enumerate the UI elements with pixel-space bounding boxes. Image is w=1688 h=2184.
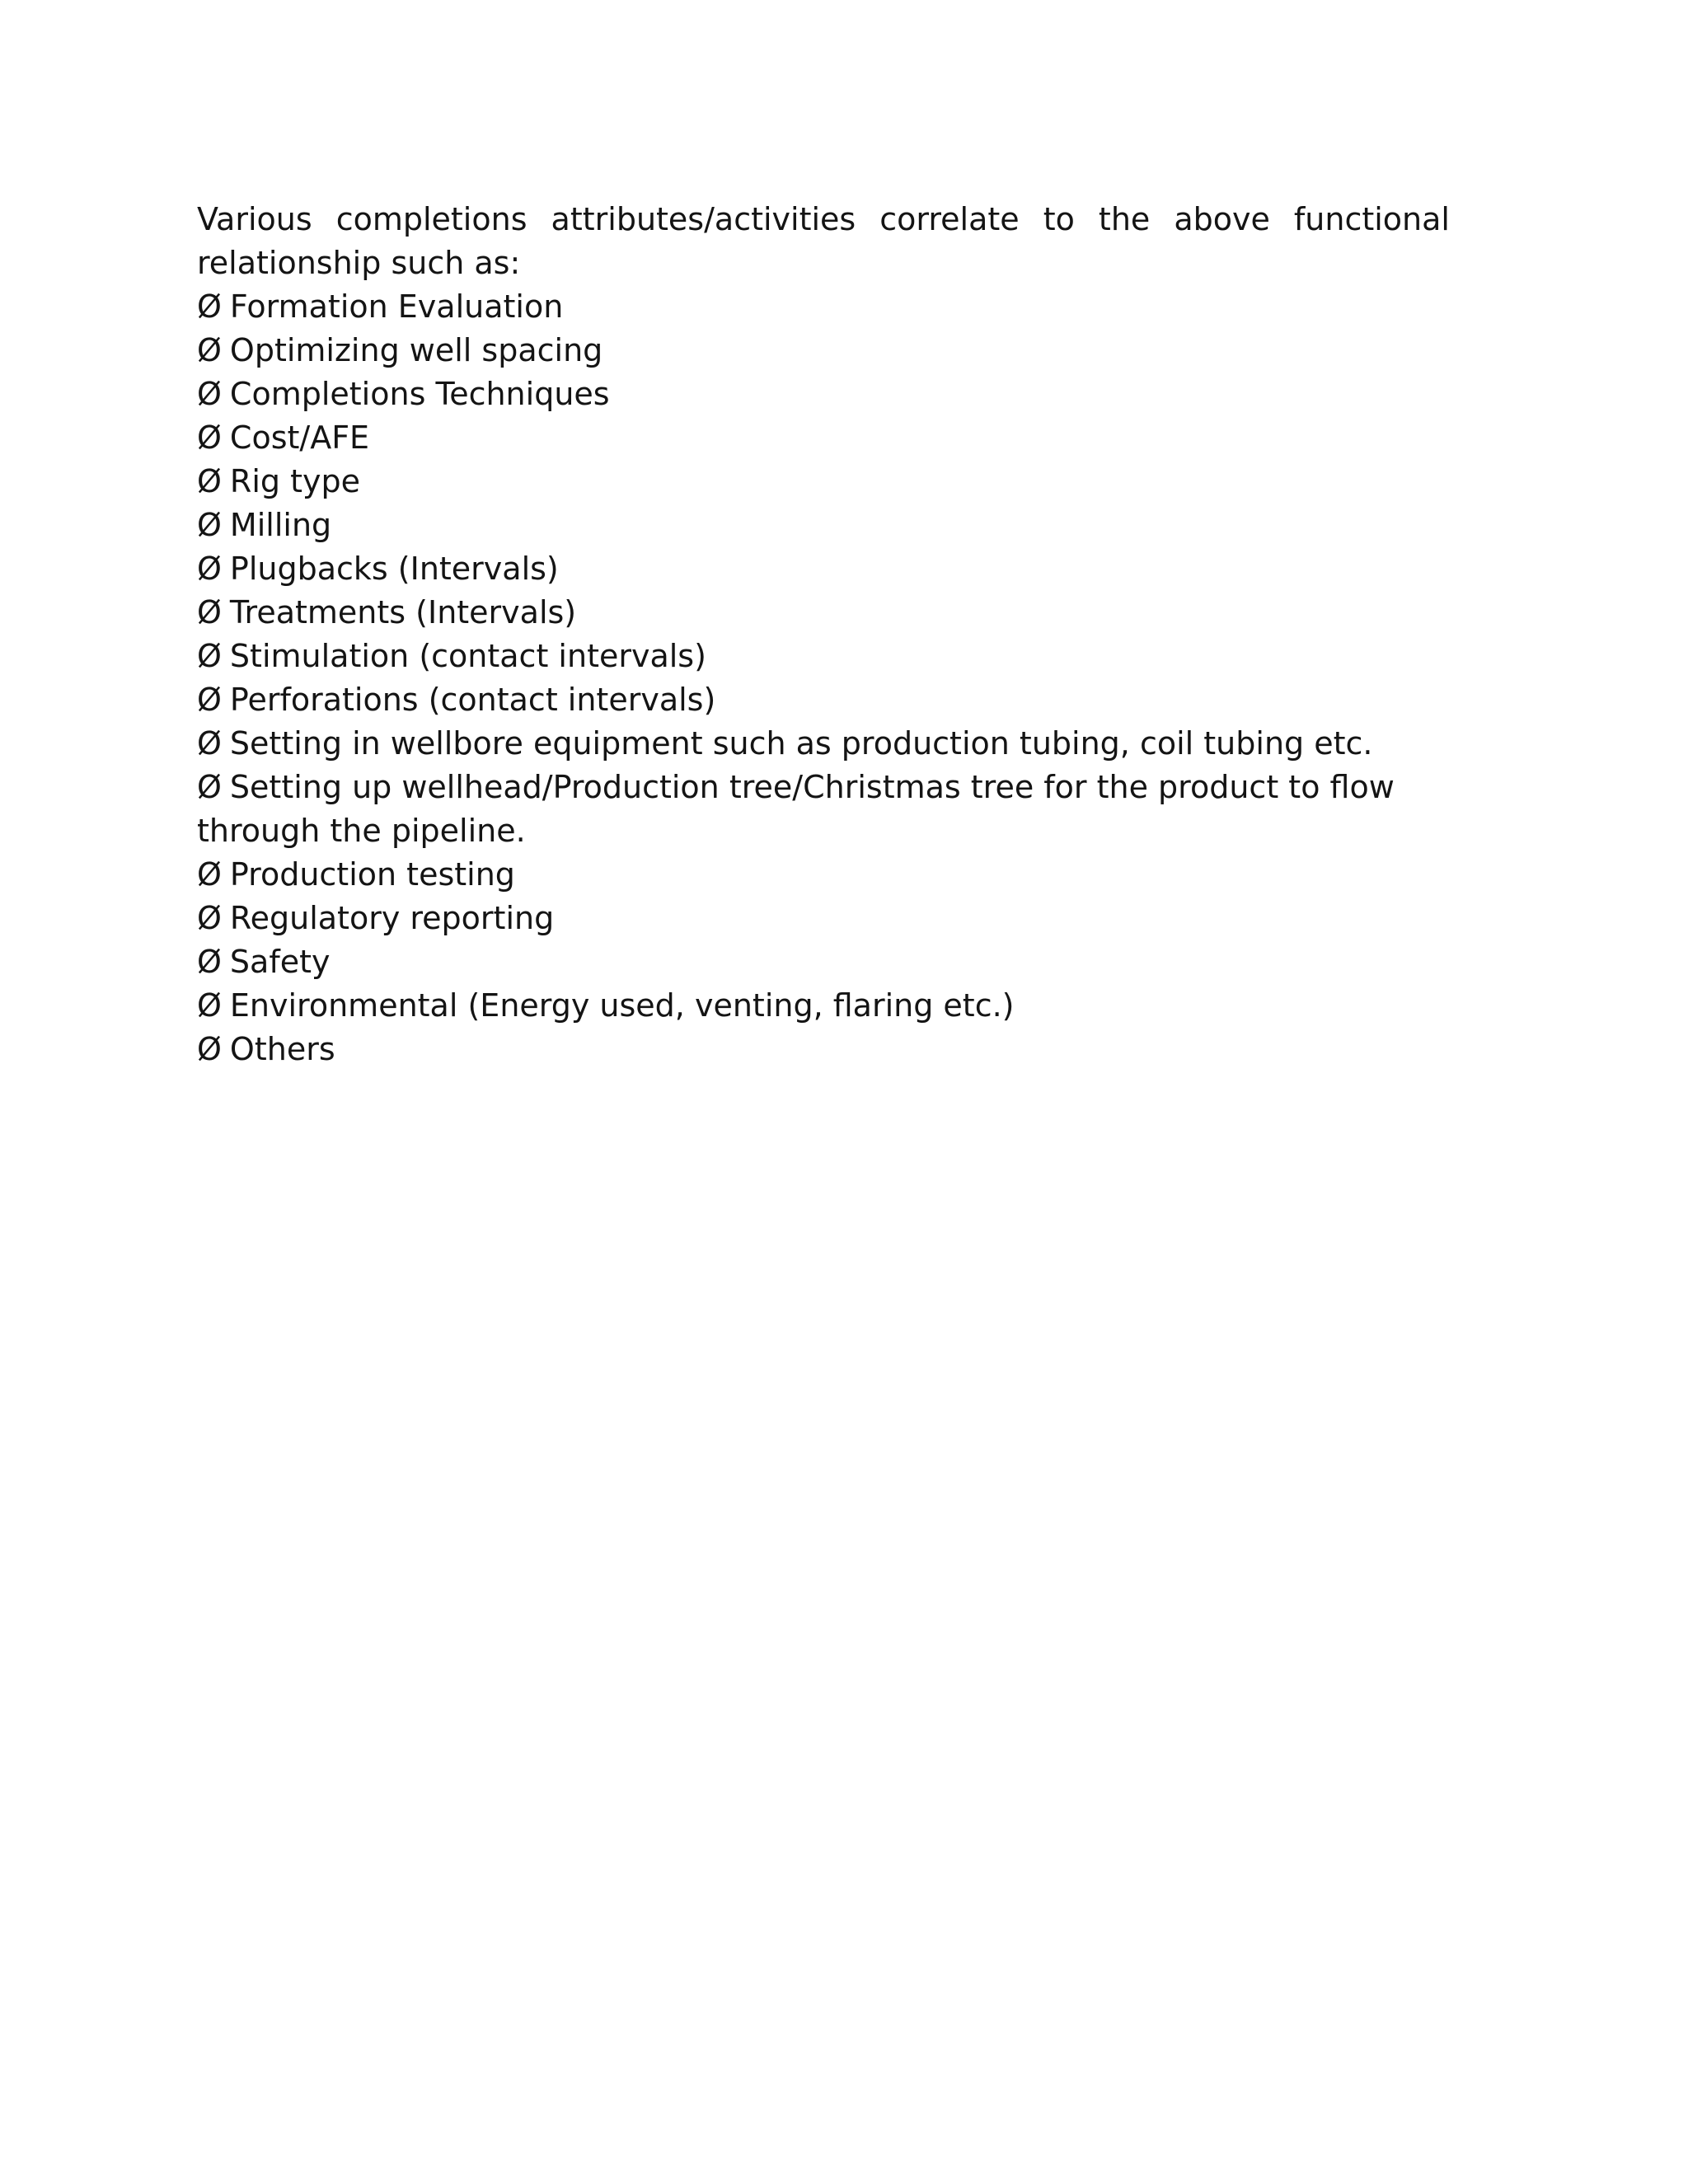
bullet-marker-icon: Ø: [197, 463, 222, 499]
list-item: [197, 591, 1450, 635]
bullet-marker-icon: Ø: [197, 638, 222, 674]
list-item-text: Regulatory reporting: [229, 900, 555, 936]
bullet-list: [197, 285, 1450, 1071]
list-item-text: Formation Evaluation: [229, 288, 564, 325]
document-body: [197, 198, 1450, 1071]
list-item: [197, 547, 1450, 591]
list-item-text: Plugbacks (Intervals): [229, 551, 559, 587]
bullet-marker-icon: Ø: [197, 987, 222, 1024]
list-item-text: Setting in wellbore equipment such as production tubing, coil tubing etc.: [229, 725, 1373, 762]
list-item-text: Cost/AFE: [229, 419, 370, 456]
list-item-text: Production testing: [229, 856, 515, 893]
list-item-text: Setting up wellhead/Production tree/Christmas tree for the product to flow through the pipeline.: [197, 769, 1395, 849]
bullet-marker-icon: Ø: [197, 594, 222, 630]
bullet-marker-icon: Ø: [197, 944, 222, 980]
bullet-marker-icon: Ø: [197, 1031, 222, 1067]
bullet-marker-icon: Ø: [197, 856, 222, 893]
list-item: [197, 678, 1450, 722]
bullet-marker-icon: Ø: [197, 900, 222, 936]
bullet-marker-icon: Ø: [197, 725, 222, 762]
list-item-text: Others: [229, 1031, 335, 1067]
list-item-text: Optimizing well spacing: [229, 332, 603, 368]
list-item-text: Treatments (Intervals): [229, 594, 577, 630]
list-item-text: Environmental (Energy used, venting, flaring etc.): [229, 987, 1015, 1024]
bullet-marker-icon: Ø: [197, 551, 222, 587]
bullet-marker-icon: Ø: [197, 288, 222, 325]
bullet-marker-icon: Ø: [197, 507, 222, 543]
list-item-text: Stimulation (contact intervals): [229, 638, 706, 674]
intro-paragraph: Various completions attributes/activities correlate to the above functional relationship such as:: [197, 201, 1450, 281]
list-item: [197, 504, 1450, 547]
list-item: [197, 329, 1450, 373]
bullet-marker-icon: Ø: [197, 682, 222, 718]
list-item-text: Safety: [229, 944, 331, 980]
list-item-text: Rig type: [229, 463, 360, 499]
list-item: [197, 897, 1450, 940]
list-item-text: Completions Techniques: [229, 376, 610, 412]
list-item: [197, 940, 1450, 984]
list-item: [197, 984, 1450, 1028]
list-item: [197, 1028, 1450, 1071]
list-item: [197, 285, 1450, 329]
bullet-marker-icon: Ø: [197, 332, 222, 368]
list-item: [197, 722, 1450, 766]
list-item: [197, 635, 1450, 678]
bullet-marker-icon: Ø: [197, 419, 222, 456]
bullet-marker-icon: Ø: [197, 769, 222, 805]
list-item: [197, 766, 1450, 853]
list-item: [197, 416, 1450, 460]
list-item: [197, 373, 1450, 416]
list-item-text: Milling: [229, 507, 332, 543]
list-item: [197, 460, 1450, 504]
bullet-marker-icon: Ø: [197, 376, 222, 412]
list-item: [197, 853, 1450, 897]
list-item-text: Perforations (contact intervals): [229, 682, 716, 718]
